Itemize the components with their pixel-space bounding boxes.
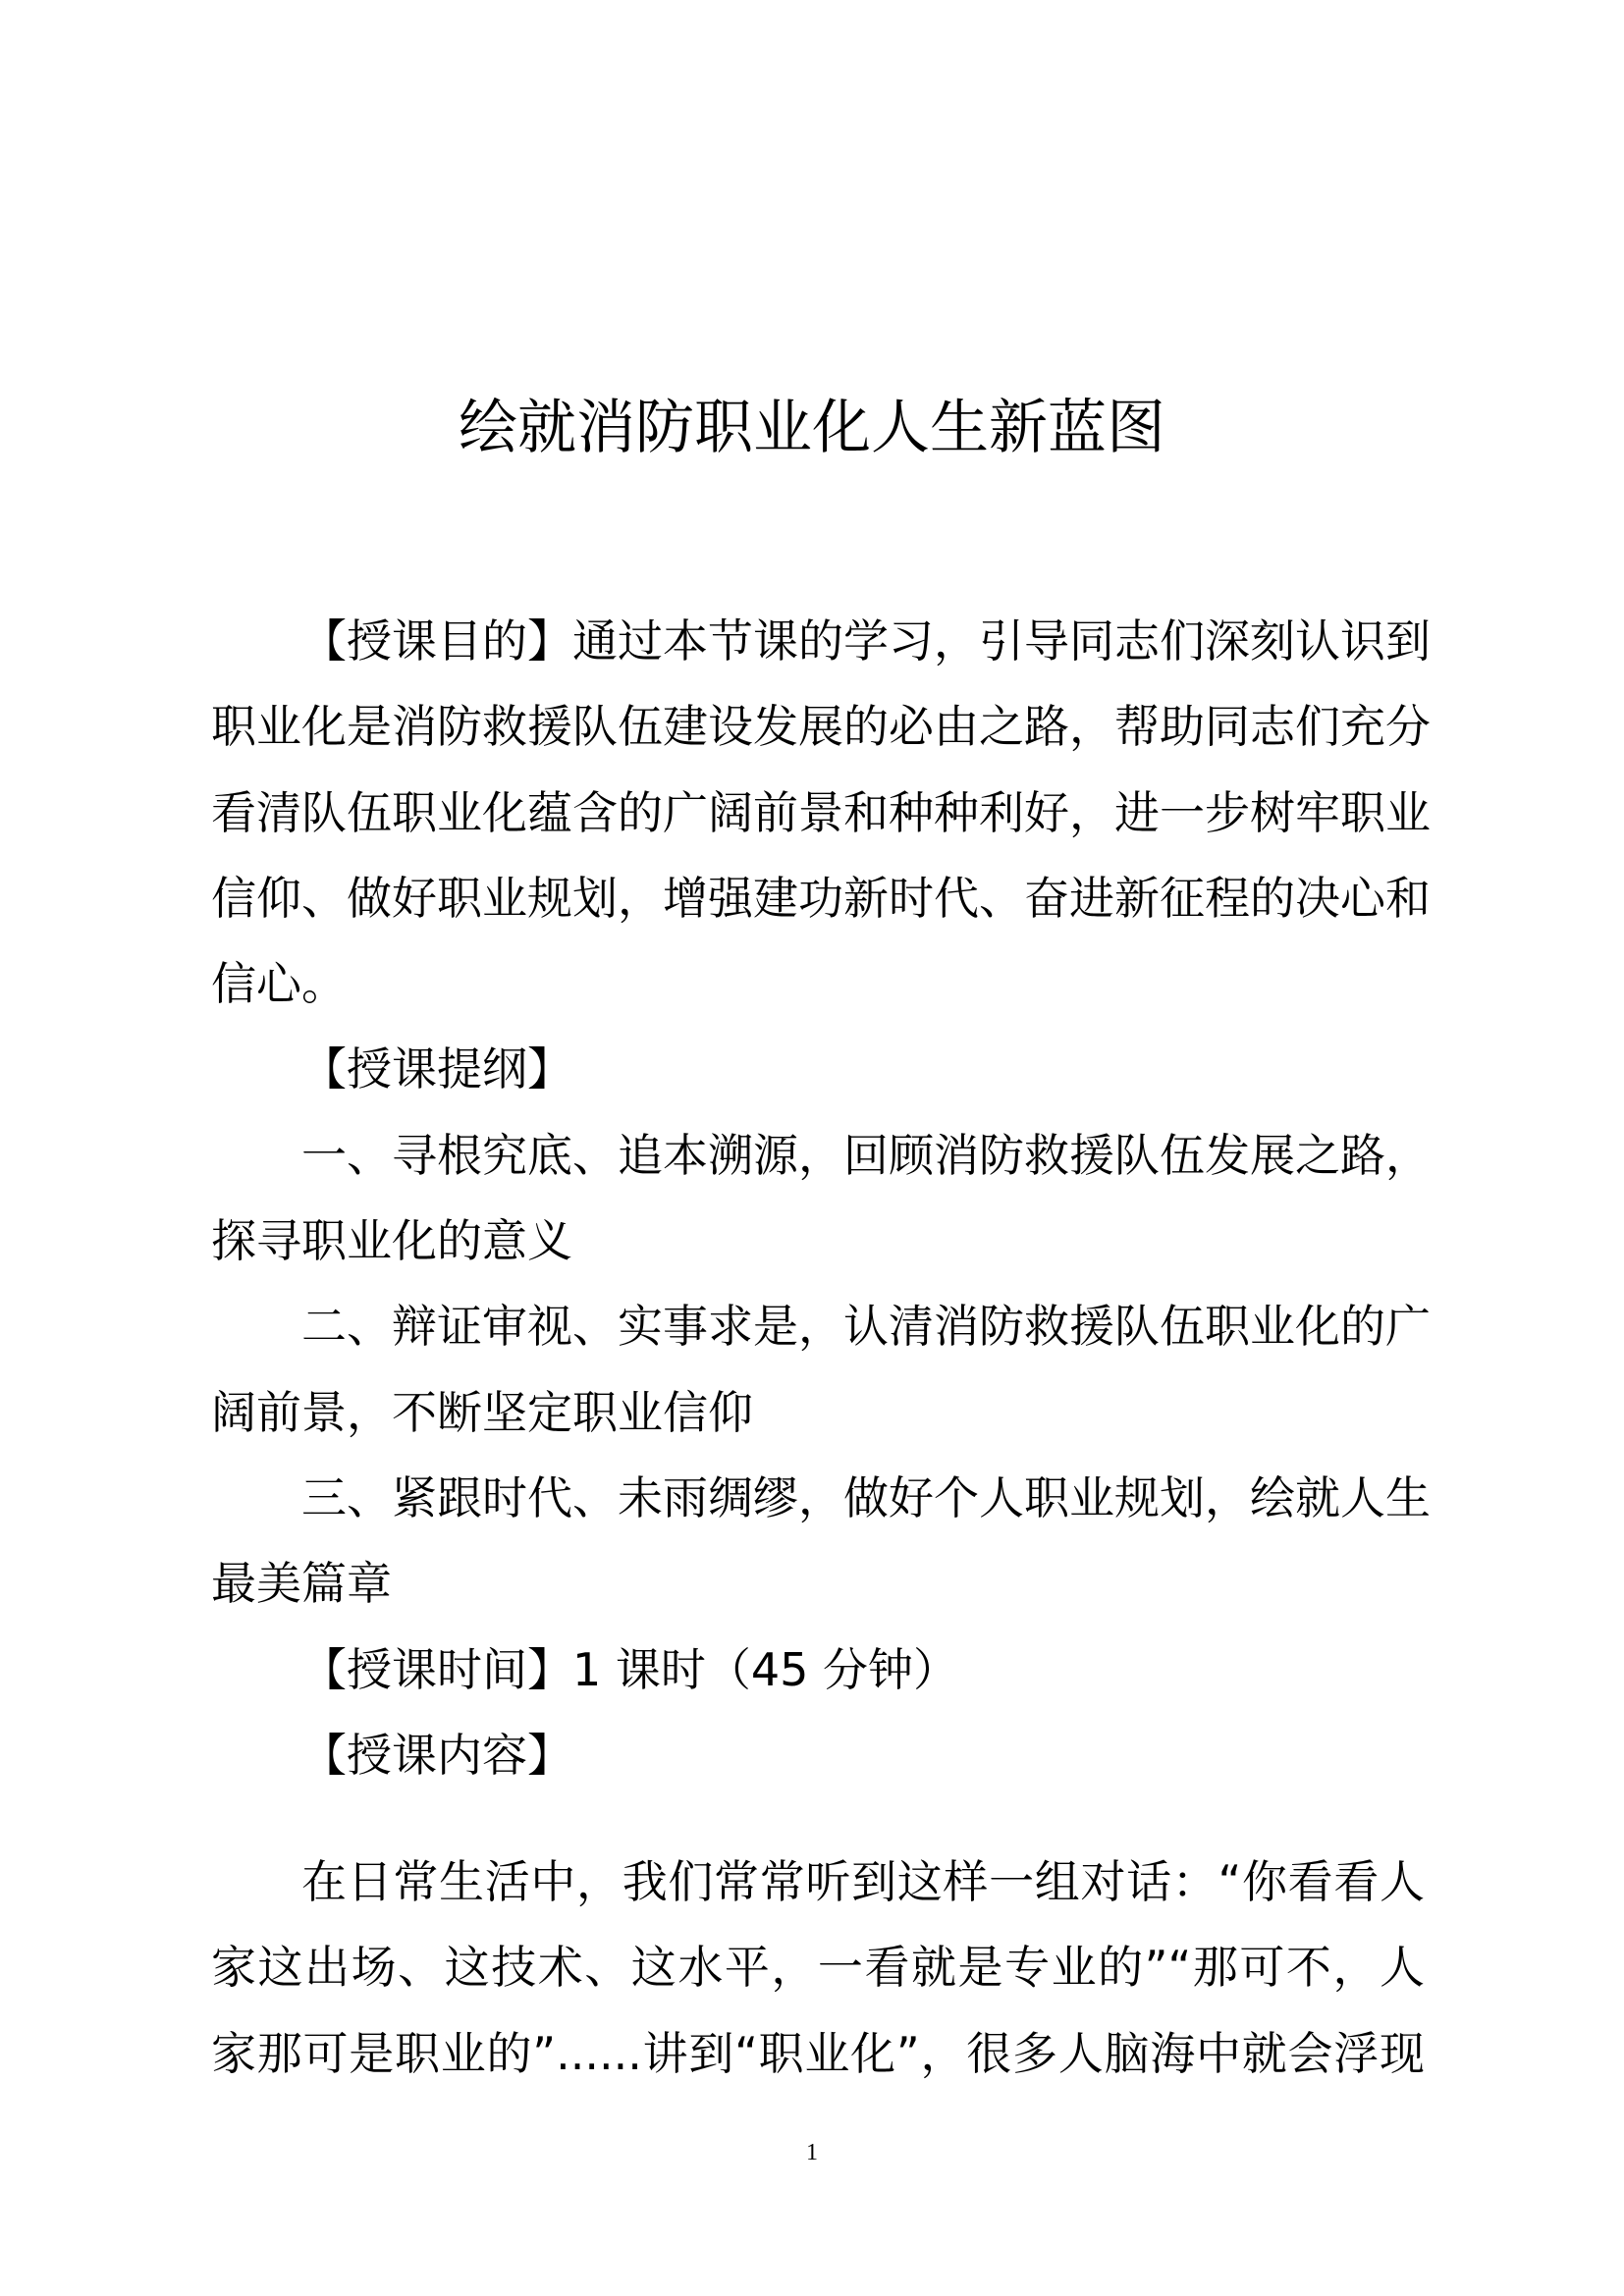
document-body [211, 599, 1431, 2097]
outline-item: 三、紧跟时代、未雨绸缪，做好个人职业规划，绘就人生 [301, 1470, 1431, 1524]
outline-item: 二、辩证审视、实事求是，认清消防救援队伍职业化的广 [301, 1300, 1431, 1354]
outline-item: 探寻职业化的意义 [211, 1214, 572, 1268]
paragraph-line: 看清队伍职业化蕴含的广阔前景和种种利好，进一步树牢职业 [211, 785, 1431, 839]
section-heading: 【授课提纲】 [301, 1042, 572, 1096]
paragraph-line: 信仰、做好职业规划，增强建功新时代、奋进新征程的决心和 [211, 871, 1431, 925]
paragraph-line: 在日常生活中，我们常常听到这样一组对话：“你看看人 [301, 1855, 1425, 1909]
document-title: 绘就消防职业化人生新蓝图 [459, 394, 1165, 462]
paragraph-line: 信心。 [211, 957, 347, 1011]
paragraph-line: 家这出场、这技术、这水平，一看就是专业的”“那可不，人 [211, 1941, 1425, 1995]
page-number: 1 [806, 2140, 818, 2165]
paragraph-line: 【授课目的】通过本节课的学习，引导同志们深刻认识到 [301, 614, 1431, 667]
section-heading: 【授课内容】 [301, 1728, 572, 1782]
section-heading: 【授课时间】1 课时（45 分钟） [301, 1642, 959, 1696]
paragraph-line: 家那可是职业的”......讲到“职业化”，很多人脑海中就会浮现 [211, 2026, 1425, 2080]
outline-item: 最美篇章 [211, 1557, 392, 1611]
outline-item: 一、寻根究底、追本溯源，回顾消防救援队伍发展之路， [301, 1128, 1431, 1182]
outline-item: 阔前景，不断坚定职业信仰 [211, 1385, 753, 1439]
paragraph-line: 职业化是消防救援队伍建设发展的必由之路，帮助同志们充分 [211, 700, 1431, 754]
